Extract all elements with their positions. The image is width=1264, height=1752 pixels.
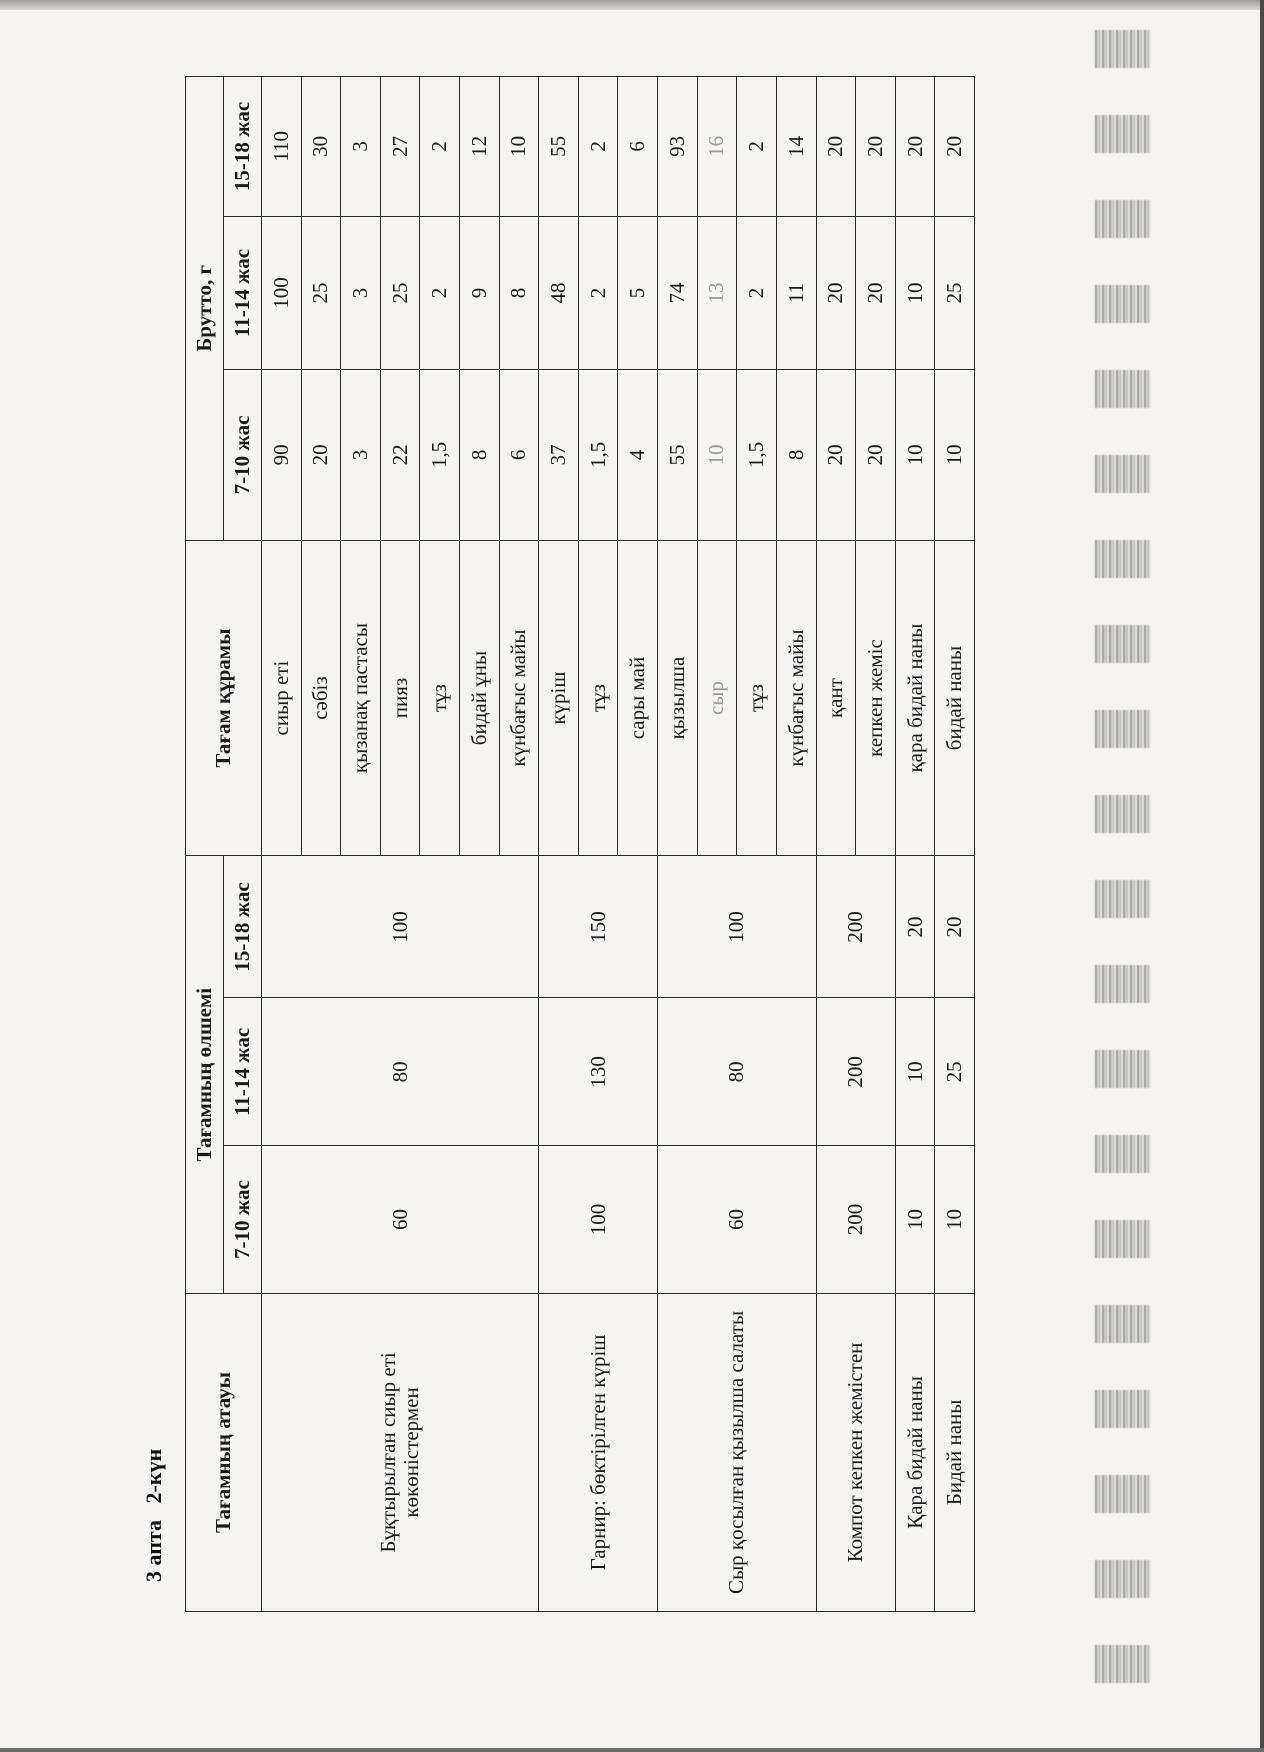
day-number: 2-күн bbox=[141, 1448, 166, 1504]
binding-hole bbox=[1095, 370, 1151, 408]
rotated-table-wrapper bbox=[141, 76, 975, 1612]
gross-cell: 3 bbox=[341, 370, 381, 540]
ingredient-name-cell: сәбіз bbox=[301, 540, 341, 856]
portion-cell: 60 bbox=[658, 1146, 816, 1294]
gross-cell: 27 bbox=[380, 77, 420, 217]
gross-cell: 8 bbox=[776, 370, 816, 540]
gross-cell: 25 bbox=[380, 216, 420, 369]
binding-hole bbox=[1095, 1645, 1151, 1683]
gross-cell: 3 bbox=[341, 216, 381, 369]
ingredient-name-cell: бидай ұны bbox=[460, 540, 500, 856]
portion-cell: 100 bbox=[539, 1146, 658, 1294]
binding-hole bbox=[1095, 30, 1151, 68]
portion-cell: 10 bbox=[895, 1146, 935, 1294]
gross-cell: 2 bbox=[578, 77, 618, 217]
table-row bbox=[539, 77, 579, 1612]
binding-hole bbox=[1095, 795, 1151, 833]
gross-cell: 10 bbox=[935, 370, 975, 540]
dish-name-cell: Гарнир: бөктірілген күріш bbox=[539, 1293, 658, 1611]
portion-cell: 150 bbox=[539, 856, 658, 998]
gross-cell: 10 bbox=[895, 216, 935, 369]
gross-cell: 10 bbox=[895, 370, 935, 540]
binding-hole bbox=[1095, 285, 1151, 323]
gross-cell: 14 bbox=[776, 77, 816, 217]
scan-edge-top bbox=[0, 0, 1264, 10]
gross-cell: 10 bbox=[697, 370, 737, 540]
gross-cell: 10 bbox=[499, 77, 539, 217]
binding-hole bbox=[1095, 965, 1151, 1003]
header-gross-age-11-14: 11-14 жас bbox=[224, 216, 262, 369]
header-composition: Тағам құрамы bbox=[186, 540, 262, 856]
gross-cell: 3 bbox=[341, 77, 381, 217]
portion-cell: 200 bbox=[816, 1146, 895, 1294]
gross-cell: 12 bbox=[460, 77, 500, 217]
binding-hole bbox=[1095, 1305, 1151, 1343]
portion-cell: 100 bbox=[658, 856, 816, 998]
portion-cell: 10 bbox=[935, 1146, 975, 1294]
portion-cell: 200 bbox=[816, 998, 895, 1146]
gross-cell: 2 bbox=[737, 77, 777, 217]
binding-hole bbox=[1095, 710, 1151, 748]
portion-cell: 80 bbox=[262, 998, 539, 1146]
ingredient-name-cell: тұз bbox=[578, 540, 618, 856]
gross-cell: 20 bbox=[856, 370, 896, 540]
dish-name-cell: Қара бидай наны bbox=[895, 1293, 935, 1611]
gross-cell: 1,5 bbox=[737, 370, 777, 540]
portion-cell: 60 bbox=[262, 1146, 539, 1294]
gross-cell: 2 bbox=[420, 216, 460, 369]
portion-cell: 25 bbox=[935, 998, 975, 1146]
gross-cell: 16 bbox=[697, 77, 737, 217]
gross-cell: 25 bbox=[935, 216, 975, 369]
gross-cell: 20 bbox=[856, 216, 896, 369]
gross-cell: 20 bbox=[856, 77, 896, 217]
gross-cell: 2 bbox=[420, 77, 460, 217]
ingredient-name-cell: тұз bbox=[737, 540, 777, 856]
ingredient-name-cell: бидай наны bbox=[935, 540, 975, 856]
menu-table bbox=[185, 76, 975, 1612]
table-row bbox=[935, 77, 975, 1612]
gross-cell: 1,5 bbox=[578, 370, 618, 540]
ingredient-name-cell: сыр bbox=[697, 540, 737, 856]
gross-cell: 20 bbox=[816, 370, 856, 540]
portion-cell: 80 bbox=[658, 998, 816, 1146]
ingredient-name-cell: күнбағыс майы bbox=[776, 540, 816, 856]
gross-cell: 55 bbox=[539, 77, 579, 217]
gross-cell: 8 bbox=[460, 370, 500, 540]
header-age-7-10: 7-10 жас bbox=[224, 1146, 262, 1294]
portion-cell: 20 bbox=[935, 856, 975, 998]
dish-name-cell: Сыр қосылған қызылша салаты bbox=[658, 1293, 816, 1611]
portion-cell: 130 bbox=[539, 998, 658, 1146]
dish-name-cell: Бұқтырылған сиыр еті көкөністермен bbox=[262, 1293, 539, 1611]
ingredient-name-cell: тұз bbox=[420, 540, 460, 856]
ingredient-name-cell: қызылша bbox=[658, 540, 698, 856]
gross-cell: 13 bbox=[697, 216, 737, 369]
gross-cell: 1,5 bbox=[420, 370, 460, 540]
portion-cell: 100 bbox=[262, 856, 539, 998]
week-label: 3 апта bbox=[141, 1520, 166, 1582]
scan-edge-bottom bbox=[0, 1748, 1264, 1752]
ingredient-name-cell: кепкен жеміс bbox=[856, 540, 896, 856]
gross-cell: 20 bbox=[816, 216, 856, 369]
binding-hole bbox=[1095, 455, 1151, 493]
gross-cell: 8 bbox=[499, 216, 539, 369]
gross-cell: 11 bbox=[776, 216, 816, 369]
gross-cell: 48 bbox=[539, 216, 579, 369]
gross-cell: 55 bbox=[658, 370, 698, 540]
gross-cell: 6 bbox=[618, 77, 658, 217]
gross-cell: 2 bbox=[578, 216, 618, 369]
gross-cell: 9 bbox=[460, 216, 500, 369]
header-gross-age-15-18: 15-18 жас bbox=[224, 77, 262, 217]
binding-hole bbox=[1095, 1560, 1151, 1598]
binding-holes bbox=[1095, 20, 1155, 1720]
header-gross-age-7-10: 7-10 жас bbox=[224, 370, 262, 540]
gross-cell: 20 bbox=[816, 77, 856, 217]
gross-cell: 20 bbox=[301, 370, 341, 540]
table-row bbox=[658, 77, 698, 1612]
binding-hole bbox=[1095, 880, 1151, 918]
binding-hole bbox=[1095, 1390, 1151, 1428]
ingredient-name-cell: қызанақ пастасы bbox=[341, 540, 381, 856]
binding-hole bbox=[1095, 200, 1151, 238]
gross-cell: 4 bbox=[618, 370, 658, 540]
gross-cell: 20 bbox=[935, 77, 975, 217]
portion-cell: 200 bbox=[816, 856, 895, 998]
binding-hole bbox=[1095, 1050, 1151, 1088]
gross-cell: 5 bbox=[618, 216, 658, 369]
binding-hole bbox=[1095, 1135, 1151, 1173]
gross-cell: 20 bbox=[895, 77, 935, 217]
binding-hole bbox=[1095, 115, 1151, 153]
binding-hole bbox=[1095, 1475, 1151, 1513]
ingredient-name-cell: сары май bbox=[618, 540, 658, 856]
ingredient-name-cell: күріш bbox=[539, 540, 579, 856]
ingredient-name-cell: қант bbox=[816, 540, 856, 856]
gross-cell: 30 bbox=[301, 77, 341, 217]
ingredient-name-cell: қара бидай наны bbox=[895, 540, 935, 856]
gross-cell: 74 bbox=[658, 216, 698, 369]
ingredient-name-cell: күнбағыс майы bbox=[499, 540, 539, 856]
binding-hole bbox=[1095, 625, 1151, 663]
portion-cell: 20 bbox=[895, 856, 935, 998]
header-dish-name: Тағамның атауы bbox=[186, 1293, 262, 1611]
gross-cell: 93 bbox=[658, 77, 698, 217]
portion-cell: 10 bbox=[895, 998, 935, 1146]
ingredient-name-cell: сиыр еті bbox=[262, 540, 302, 856]
gross-cell: 22 bbox=[380, 370, 420, 540]
gross-cell: 90 bbox=[262, 370, 302, 540]
scan-edge-right bbox=[1260, 0, 1264, 1752]
day-label bbox=[141, 1449, 167, 1582]
gross-cell: 2 bbox=[737, 216, 777, 369]
dish-name-cell: Бидай наны bbox=[935, 1293, 975, 1611]
table-row bbox=[895, 77, 935, 1612]
gross-cell: 6 bbox=[499, 370, 539, 540]
header-gross: Брутто, г bbox=[186, 77, 224, 541]
dish-name-cell: Компот кепкен жемістен bbox=[816, 1293, 895, 1611]
header-age-15-18: 15-18 жас bbox=[224, 856, 262, 998]
gross-cell: 110 bbox=[262, 77, 302, 217]
table-row bbox=[262, 77, 302, 1612]
binding-hole bbox=[1095, 540, 1151, 578]
table-row bbox=[816, 77, 856, 1612]
gross-cell: 25 bbox=[301, 216, 341, 369]
header-age-11-14: 11-14 жас bbox=[224, 998, 262, 1146]
header-portion-size: Тағамның өлшемі bbox=[186, 856, 224, 1293]
binding-hole bbox=[1095, 1220, 1151, 1258]
gross-cell: 100 bbox=[262, 216, 302, 369]
ingredient-name-cell: пияз bbox=[380, 540, 420, 856]
gross-cell: 37 bbox=[539, 370, 579, 540]
